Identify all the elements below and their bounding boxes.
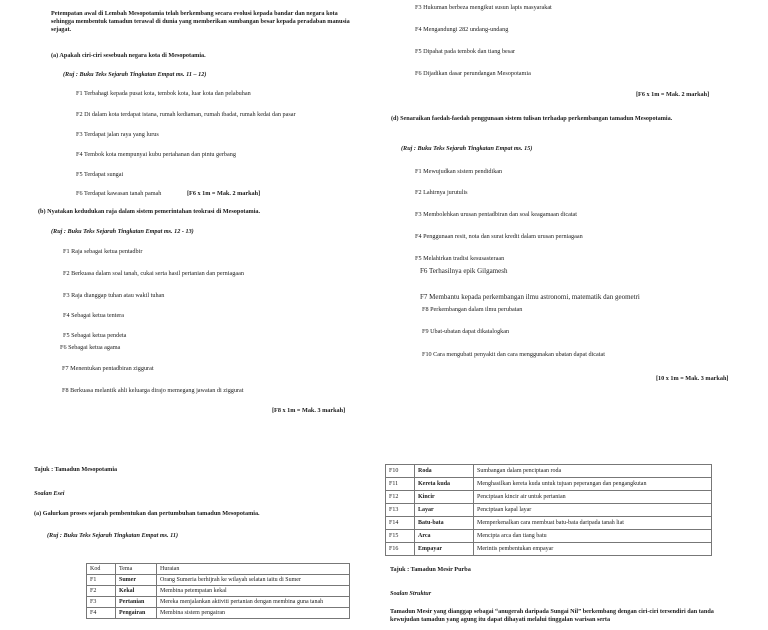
mark-d: [10 x 1m = Mak. 3 markah] xyxy=(656,375,729,382)
table-row xyxy=(87,575,350,586)
cell-description: Menghasilkan kereta kuda untuk tujuan peperangan dan pengangkutan xyxy=(474,478,712,491)
header-tema: Tema xyxy=(116,564,157,575)
fact-d4: F4 Penggunaan resit, nota dan surat kredit dalam urusan perniagaan xyxy=(415,233,583,240)
cell-code: F3 xyxy=(87,597,116,608)
fact-b5: F5 Sebagai ketua pendeta xyxy=(63,332,127,339)
fact-d2: F2 Lahirnya jurutulis xyxy=(415,189,468,196)
fact-c5: F5 Dipahat pada tembok dan tiang besar xyxy=(415,48,516,55)
fact-c3: F3 Hukuman berbeza mengikut susun lapis masyarakat xyxy=(415,4,552,11)
section-structure: Soalan Struktur xyxy=(390,590,432,597)
table-row xyxy=(87,608,350,619)
table-row xyxy=(386,543,712,556)
fact-d1: F1 Mewujudkan sistem pendidikan xyxy=(415,168,503,175)
cell-theme: Pengairan xyxy=(116,608,157,619)
cell-description: Orang Sumeria berhijrah ke wilayah selatan iaitu di Sumer xyxy=(157,575,350,586)
fact-c4: F4 Mengandungi 282 undang-undang xyxy=(415,26,509,33)
cell-code: F11 xyxy=(386,478,415,491)
table-row xyxy=(386,465,712,478)
reference-a: (Ruj : Buku Teks Sejarah Tingkatan Empat ms. 11 – 12) xyxy=(63,71,207,78)
fact-b8: F8 Berkuasa melantik ahli keluarga dirajo memegang jawatan di ziggurat xyxy=(62,387,244,394)
cell-code: F2 xyxy=(87,586,116,597)
intro-paragraph: Petempatan awal di Lembah Mesopotamia telah berkembang secara evolusi kepada bandar dan negara kota sehingga membentuk tamadun terawal di dunia yang memberikan sumbangan besar kepada peradaban manusia sejagat. xyxy=(51,10,350,33)
fact-b4: F4 Sebagai ketua tentera xyxy=(63,312,124,319)
table-row xyxy=(87,586,350,597)
cell-description: Mencipta arca dan tiang batu xyxy=(474,530,712,543)
cell-code: F10 xyxy=(386,465,415,478)
question-a: (a) Apakah ciri-ciri sesebuah negara kota di Mesopotamia. xyxy=(51,52,206,59)
fact-d10: F10 Cara mengubati penyakit dan cara menggunakan ubatan dapat dicatat xyxy=(422,351,605,358)
cell-description: Memperkenalkan cara membuat batu-bata daripada tanah liat xyxy=(474,517,712,530)
essay-reference: (Ruj : Buku Teks Sejarah Tingkatan Empat ms. 11) xyxy=(47,532,179,539)
fact-c6: F6 Dijadikan dasar perundangan Mesopotamia xyxy=(415,70,531,77)
cell-theme: Roda xyxy=(415,465,474,478)
mark-b: [F8 x 1m = Mak. 3 markah] xyxy=(272,407,346,414)
fact-d9: F9 Ubat-ubatan dapat dikatalogkan xyxy=(422,328,510,335)
header-huraian: Huraian xyxy=(157,564,350,575)
mark-a: [F6 x 1m = Mak. 2 markah] xyxy=(187,190,261,197)
cell-description: Membina sistem pengairan xyxy=(157,608,350,619)
cell-theme: Kincir xyxy=(415,491,474,504)
table-row xyxy=(386,517,712,530)
fact-d7: F7 Membantu kepada perkembangan ilmu astronomi, matematik dan geometri xyxy=(420,293,640,301)
fact-d6: F6 Terhasilnya epik Gilgamesh xyxy=(420,267,508,275)
fact-a6: F6 Terdapat kawasan tanah pamah xyxy=(76,190,162,197)
section-essay: Soalan Esei xyxy=(34,490,65,497)
mark-c: [F6 x 1m = Mak. 2 markah] xyxy=(636,91,710,98)
cell-code: F14 xyxy=(386,517,415,530)
cell-description: Sumbangan dalam penciptaan roda xyxy=(474,465,712,478)
cell-theme: Pertanian xyxy=(116,597,157,608)
topic-title-egypt: Tajuk : Tamadun Mesir Purba xyxy=(390,566,471,573)
cell-code: F13 xyxy=(386,504,415,517)
fact-b3: F3 Raja dianggap tuhan atau wakil tuhan xyxy=(63,292,165,299)
cell-theme: Empayar xyxy=(415,543,474,556)
fact-d8: F8 Perkembangan dalam ilmu perubatan xyxy=(422,306,523,313)
fact-d5: F5 Melahirkan tradisi kesusasteraan xyxy=(415,255,505,262)
question-b: (b) Nyatakan kedudukan raja dalam sistem pemerintahan teokrasi di Mesopotamia. xyxy=(38,208,261,215)
fact-a3: F3 Terdapat jalan raya yang lurus xyxy=(76,131,159,138)
fact-d3: F3 Membolehkan urusan pentadbiran dan soal keagamaan dicatat xyxy=(415,211,578,218)
reference-b: (Ruj : Buku Teks Sejarah Tingkatan Empat ms. 12 - 13) xyxy=(51,228,194,235)
fact-a2: F2 Di dalam kota terdapat istana, rumah kediaman, rumah ibadat, rumah kedai dan pasar xyxy=(76,111,296,118)
cell-theme: Arca xyxy=(415,530,474,543)
cell-description: Merintis pembentukan empayar xyxy=(474,543,712,556)
cell-description: Membina petempatan kekal xyxy=(157,586,350,597)
table-row xyxy=(386,530,712,543)
cell-theme: Kekal xyxy=(116,586,157,597)
table-row xyxy=(386,491,712,504)
fact-a1: F1 Terbahagi kepada pusat kota, tembok kota, luar kota dan pelabuhan xyxy=(76,90,251,97)
table-header xyxy=(87,564,350,575)
cell-description: Penciptaan kapal layar xyxy=(474,504,712,517)
reference-d: (Ruj : Buku Teks Sejarah Tingkatan Empat ms. 15) xyxy=(401,145,533,152)
fact-b6: F6 Sebagai ketua agama xyxy=(60,344,121,351)
fact-a5: F5 Terdapat sungai xyxy=(76,171,124,178)
table-row xyxy=(386,478,712,491)
cell-code: F12 xyxy=(386,491,415,504)
cell-code: F4 xyxy=(87,608,116,619)
cell-theme: Batu-bata xyxy=(415,517,474,530)
table-row xyxy=(386,504,712,517)
cell-theme: Kereta kuda xyxy=(415,478,474,491)
cell-theme: Layar xyxy=(415,504,474,517)
fact-b7: F7 Menentukan pentadbiran ziggurat xyxy=(62,365,154,372)
table-row xyxy=(87,597,350,608)
header-kod: Kod xyxy=(87,564,116,575)
fact-b1: F1 Raja sebagai ketua pentadbir xyxy=(63,248,143,255)
cell-theme: Sumer xyxy=(116,575,157,586)
cell-description: Penciptaan kincir air untuk pertanian xyxy=(474,491,712,504)
question-d: (d) Senaraikan faedah-faedah penggunaan sistem tulisan terhadap perkembangan tamadun Mesopotamia. xyxy=(391,115,673,122)
theme-table-mesopotamia xyxy=(86,563,350,619)
cell-code: F15 xyxy=(386,530,415,543)
fact-b2: F2 Berkuasa dalam soal tanah, cukai serta hasil pertanian dan perniagaan xyxy=(63,270,244,277)
essay-question-a: (a) Galurkan proses sejarah pembentukan dan pertumbuhan tamadun Mesopotamia. xyxy=(34,510,260,517)
egypt-intro-paragraph: Tamadun Mesir yang dianggap sebagai “anugerah daripada Sungai Nil” berkembang dengan ciri-ciri tersendiri dan tanda kewujudan tamadun yang agung itu dapat dihayati melalui tinggalan warisan serta xyxy=(390,608,714,623)
cell-code: F1 xyxy=(87,575,116,586)
topic-title-mesopotamia: Tajuk : Tamadun Mesopotamia xyxy=(34,466,118,473)
cell-description: Mereka menjalankan aktiviti pertanian dengan membina guna tanah xyxy=(157,597,350,608)
cell-code: F16 xyxy=(386,543,415,556)
fact-a4: F4 Tembok kota mempunyai kubu pertahanan dan pintu gerbang xyxy=(76,151,236,158)
theme-table-continued xyxy=(385,464,712,556)
